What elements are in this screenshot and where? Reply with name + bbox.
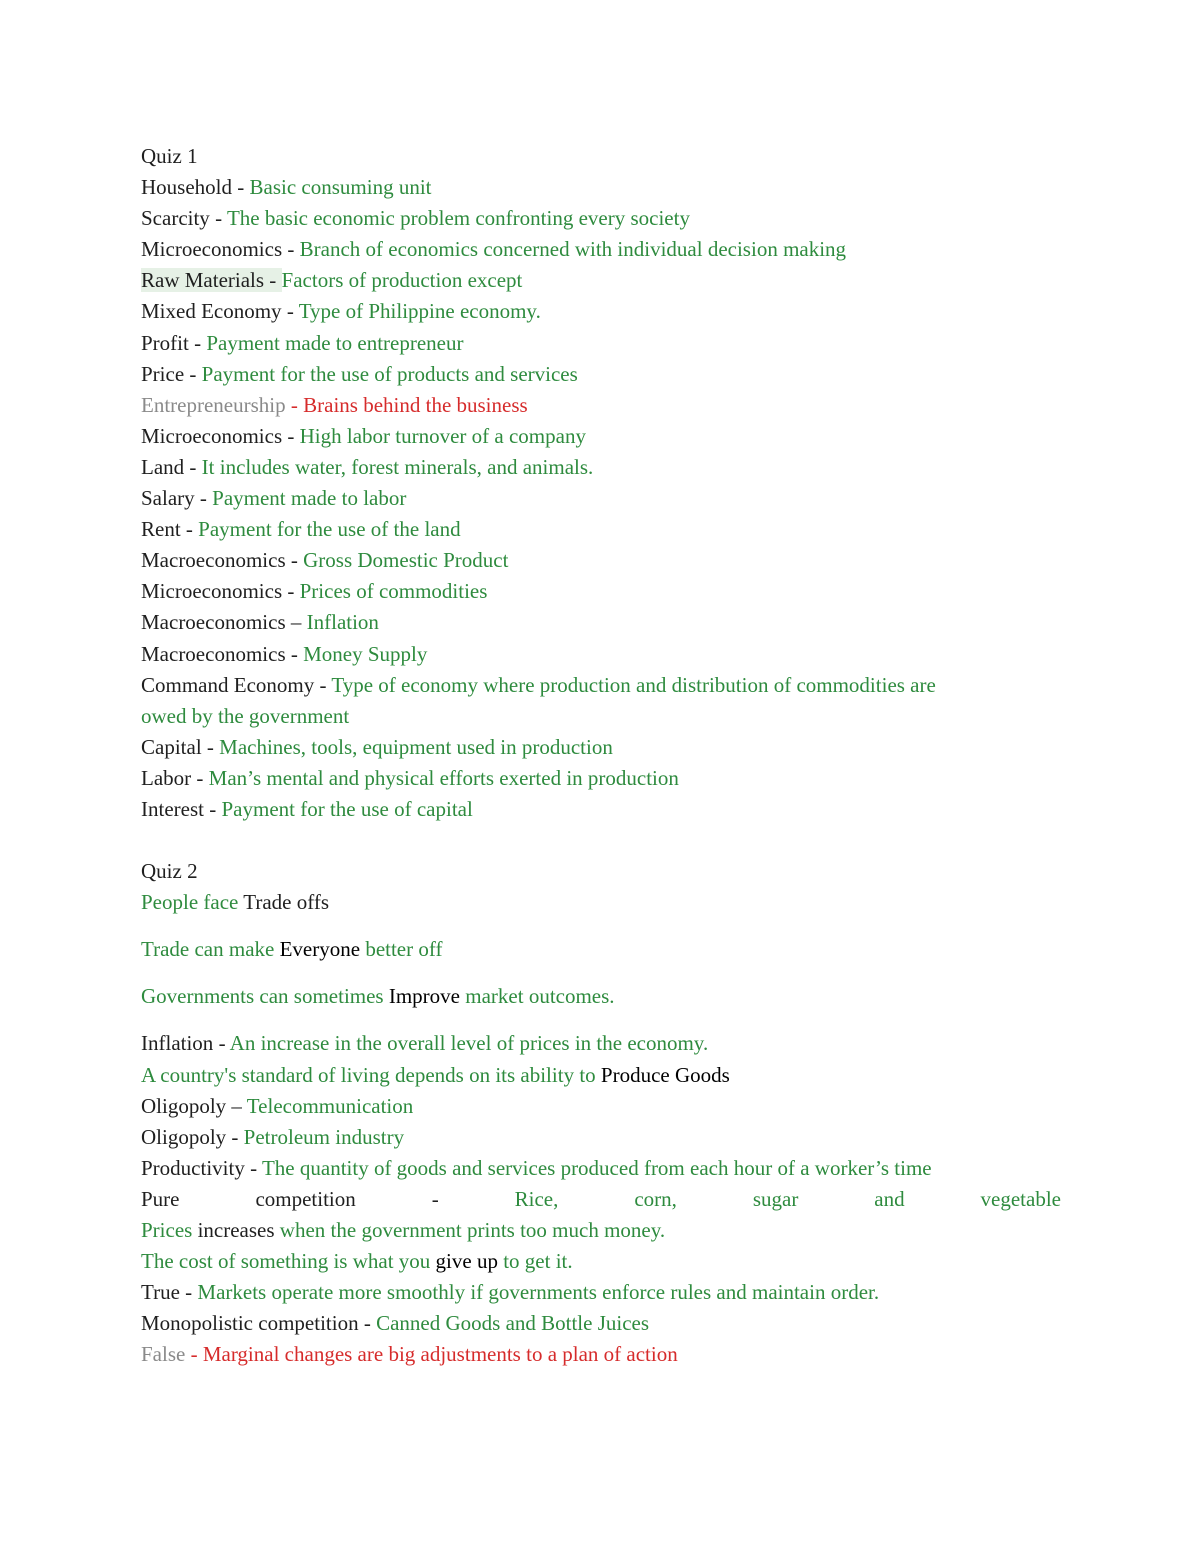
list-item-justified: Pure competition - Rice, corn, sugar and vegetable [141, 1186, 1061, 1211]
term: Productivity [141, 1155, 245, 1180]
answer: Basic consuming unit [249, 175, 432, 200]
answer: Factors of production except [281, 268, 523, 293]
list-item: Macroeconomics – Inflation [141, 610, 379, 635]
answer: Marginal changes are big adjustments to a plan of action [202, 1342, 678, 1367]
list-item: A country's standard of living depends on its ability to Produce Goods [141, 1062, 730, 1087]
answer: Payment for the use of the land [198, 517, 461, 542]
answer: Gross Domestic Product [303, 548, 509, 573]
statement-key: Trade offs [243, 890, 329, 915]
list-item: Macroeconomics - Gross Domestic Product [141, 548, 509, 573]
quiz1-title: Quiz 1 [141, 144, 198, 168]
answer: Type of economy where production and distribution of commodities are [331, 672, 936, 697]
term: Oligopoly [141, 1124, 227, 1149]
term: Labor [141, 765, 192, 790]
list-item: Oligopoly – Telecommunication [141, 1093, 414, 1118]
list-item: Command Economy - Type of economy where production and distribution of commodities are [141, 672, 936, 697]
list-item: Salary - Payment made to labor [141, 486, 407, 511]
answer: High labor turnover of a company [299, 423, 586, 448]
answer: Prices of commodities [299, 579, 488, 604]
term: Macroeconomics [141, 548, 286, 573]
term: Scarcity [141, 206, 210, 231]
list-item: Prices increases when the government prints too much money. [141, 1218, 666, 1242]
term: Microeconomics [141, 237, 283, 262]
list-item: Labor - Man’s mental and physical efforts exerted in production [141, 765, 679, 790]
term: Household [141, 175, 232, 200]
answer: Branch of economics concerned with individual decision making [299, 237, 847, 262]
answer: The basic economic problem confronting every society [226, 206, 690, 231]
term: Command Economy [141, 672, 315, 697]
answer: Canned Goods and Bottle Juices [376, 1311, 650, 1336]
statement-key: Everyone [279, 937, 361, 962]
list-item: Macroeconomics - Money Supply [141, 641, 428, 666]
list-item [141, 265, 1061, 296]
statement-key: Produce Goods [600, 1062, 730, 1087]
statement-key: Improve [388, 984, 461, 1009]
list-item: Oligopoly - Petroleum industry [141, 1124, 405, 1149]
statement: People face Trade offs [141, 890, 329, 915]
answer: Man’s mental and physical efforts exerted in production [208, 765, 679, 790]
answer: Payment for the use of capital [221, 796, 473, 821]
list-item-wrong: False - Marginal changes are big adjustments to a plan of action [141, 1342, 678, 1367]
term: Interest [141, 796, 204, 821]
term: False [141, 1342, 186, 1367]
quiz2-title: Quiz 2 [141, 859, 198, 884]
answer: Inflation [306, 610, 379, 635]
answer: Machines, tools, equipment used in production [219, 734, 613, 759]
list-item: Scarcity - The basic economic problem confronting every society [141, 206, 690, 231]
list-item: Rent - Payment for the use of the land [141, 517, 461, 542]
term: Inflation [141, 1031, 214, 1056]
term: Price [141, 361, 185, 386]
list-item-wrong: Entrepreneurship - Brains behind the business [141, 392, 528, 417]
list-item: Land - It includes water, forest minerals, and animals. [141, 454, 594, 479]
term: Microeconomics [141, 423, 283, 448]
answer: Telecommunication [246, 1093, 414, 1118]
list-item: Monopolistic competition - Canned Goods and Bottle Juices [141, 1311, 650, 1336]
list-item: Capital - Machines, tools, equipment used in production [141, 734, 613, 759]
term: Microeconomics [141, 579, 283, 604]
answer: Brains behind the business [303, 392, 528, 417]
list-item: Mixed Economy - Type of Philippine economy. [141, 299, 541, 324]
list-item: True - Markets operate more smoothly if governments enforce rules and maintain order. [141, 1280, 880, 1305]
statement-key: increases [197, 1218, 275, 1242]
term: Entrepreneurship [141, 392, 286, 417]
list-item: Price - Payment for the use of products and services [141, 361, 578, 386]
document-page [141, 141, 1061, 1370]
answer: Payment for the use of products and services [201, 361, 578, 386]
answer-continuation: owed by the government [141, 703, 350, 728]
answer: The quantity of goods and services produced from each hour of a worker’s time [261, 1155, 932, 1180]
term: Rent [141, 517, 181, 542]
statement: Governments can sometimes Improve market outcomes. [141, 984, 615, 1009]
term-highlighted: Raw Materials - [141, 268, 282, 293]
list-item: Productivity - The quantity of goods and services produced from each hour of a worker’s time [141, 1155, 932, 1180]
list-item: Interest - Payment for the use of capital [141, 796, 473, 821]
list-item: Microeconomics - Branch of economics concerned with individual decision making [141, 237, 847, 262]
term: Land [141, 454, 185, 479]
answer: Payment made to entrepreneur [206, 330, 464, 355]
answer: Payment made to labor [212, 486, 407, 511]
term: Profit [141, 330, 189, 355]
answer: Petroleum industry [243, 1124, 405, 1149]
list-item: Microeconomics - Prices of commodities [141, 579, 488, 604]
answer: Markets operate more smoothly if governments enforce rules and maintain order. [197, 1280, 880, 1305]
term: True [141, 1280, 180, 1305]
term: Oligopoly [141, 1093, 227, 1118]
answer: Money Supply [303, 641, 428, 666]
statement-key: give up [435, 1249, 498, 1274]
statement: Trade can make Everyone better off [141, 937, 443, 962]
term: Mixed Economy [141, 299, 282, 324]
term: Macroeconomics [141, 641, 286, 666]
term: Capital [141, 734, 202, 759]
answer: An increase in the overall level of prices in the economy. [229, 1031, 709, 1056]
list-item: The cost of something is what you give up to get it. [141, 1249, 573, 1274]
term: Macroeconomics [141, 610, 286, 635]
list-item: Profit - Payment made to entrepreneur [141, 330, 464, 355]
term: Salary [141, 486, 195, 511]
list-item: Household - Basic consuming unit [141, 175, 432, 200]
list-item: Inflation - An increase in the overall level of prices in the economy. [141, 1031, 709, 1056]
list-item: Microeconomics - High labor turnover of a company [141, 423, 586, 448]
answer: Type of Philippine economy. [298, 299, 541, 324]
answer: It includes water, forest minerals, and animals. [201, 454, 594, 479]
term: Monopolistic competition [141, 1311, 359, 1336]
